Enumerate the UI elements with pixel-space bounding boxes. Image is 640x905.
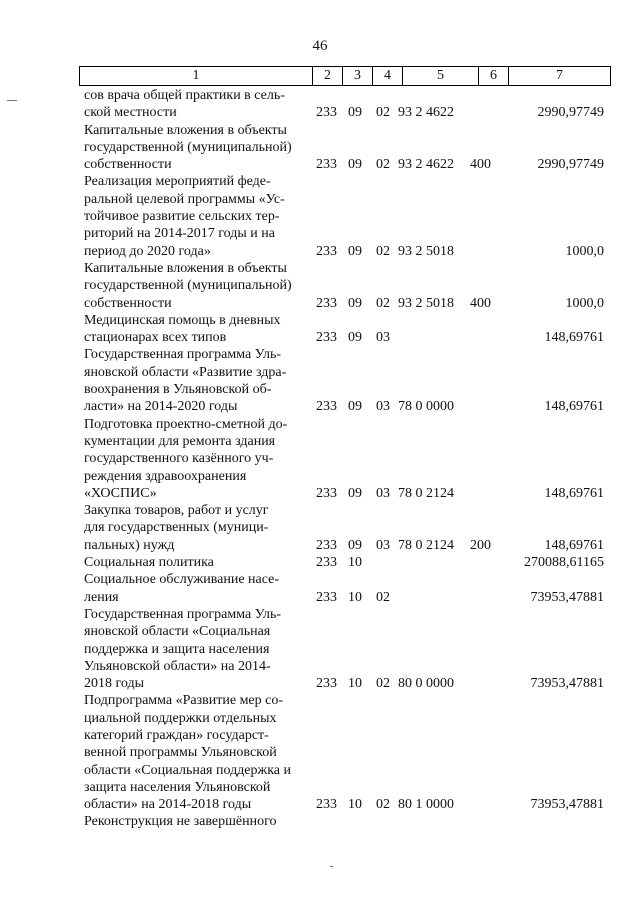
cell-c7: 148,69761 [544, 537, 604, 553]
cell-c4: 02 [376, 589, 390, 605]
description-line: собственности [84, 295, 172, 311]
table-row [84, 606, 604, 692]
description-line: Капитальные вложения в объекты [84, 122, 287, 138]
description-line: яновской области «Социальная [84, 624, 271, 640]
cell-c3: 09 [348, 399, 362, 415]
description-line: Государственная программа Уль- [84, 347, 282, 363]
row-description [84, 813, 307, 830]
row-description [84, 312, 307, 347]
cell-c6: 200 [470, 537, 491, 553]
cell-c4: 02 [376, 243, 390, 259]
table-row [84, 346, 604, 415]
description-line: Подпрограмма «Развитие мер со- [84, 693, 284, 709]
cell-c7: 2990,97749 [537, 157, 604, 173]
description-line: 2018 годы [84, 676, 145, 692]
header-cell-4: 4 [373, 67, 403, 85]
description-line: Закупка товаров, работ и услуг [84, 503, 269, 519]
description-line: Социальная политика [84, 555, 214, 571]
table-header [79, 66, 611, 86]
table-body [84, 87, 604, 831]
cell-c3: 10 [348, 797, 362, 813]
cell-c4: 02 [376, 295, 390, 311]
table-row [84, 571, 604, 606]
cell-c4: 03 [376, 399, 390, 415]
page-number: 46 [312, 38, 328, 54]
cell-c2: 233 [316, 555, 337, 571]
cell-c6: 400 [470, 157, 491, 173]
row-description [84, 692, 307, 813]
row-description [84, 554, 307, 571]
description-line: стационарах всех типов [84, 330, 227, 346]
cell-c4: 03 [376, 330, 390, 346]
description-line: Ульяновской области» на 2014- [84, 658, 271, 674]
description-line: государственной (муниципальной) [84, 278, 292, 294]
cell-c2: 233 [316, 295, 337, 311]
table-row [84, 122, 604, 174]
description-line: Капитальные вложения в объекты [84, 260, 287, 276]
description-line: государственного казённого уч- [84, 451, 274, 467]
description-line: Подготовка проектно-сметной до- [84, 416, 288, 432]
header-cell-1: 1 [80, 67, 313, 85]
cell-c4: 02 [376, 676, 390, 692]
description-line: Социальное обслуживание насе- [84, 572, 280, 588]
cell-c5: 93 2 4622 [398, 157, 454, 173]
row-description [84, 173, 307, 259]
cell-c2: 233 [316, 399, 337, 415]
cell-c5: 80 0 0000 [398, 676, 454, 692]
description-line: венной программы Ульяновской [84, 745, 277, 761]
cell-c3: 10 [348, 555, 362, 571]
cell-c2: 233 [316, 243, 337, 259]
row-description [84, 346, 307, 415]
description-line: области «Социальная поддержка и [84, 762, 291, 778]
row-description [84, 260, 307, 312]
row-description [84, 122, 307, 174]
table-row [84, 312, 604, 347]
cell-c2: 233 [316, 485, 337, 501]
cell-c2: 233 [316, 105, 337, 121]
row-description [84, 87, 307, 122]
cell-c7: 73953,47881 [530, 797, 604, 813]
cell-c3: 09 [348, 537, 362, 553]
table-row [84, 260, 604, 312]
cell-c5: 78 0 2124 [398, 485, 454, 501]
table-row [84, 416, 604, 502]
description-line: области» на 2014-2018 годы [84, 797, 252, 813]
cell-c7: 73953,47881 [530, 589, 604, 605]
header-cell-6: 6 [479, 67, 509, 85]
description-line: ральной целевой программы «Ус- [84, 191, 285, 207]
cell-c7: 148,69761 [544, 399, 604, 415]
description-line: «ХОСПИС» [84, 485, 157, 501]
cell-c2: 233 [316, 676, 337, 692]
header-cell-5: 5 [403, 67, 479, 85]
cell-c3: 09 [348, 157, 362, 173]
description-line: для государственных (муници- [84, 520, 269, 536]
description-line: риторий на 2014-2017 годы и на [84, 226, 275, 242]
row-description [84, 416, 307, 502]
cell-c3: 10 [348, 589, 362, 605]
description-line: государственной (муниципальной) [84, 139, 292, 155]
description-line: Реконструкция не завершённого [84, 814, 277, 830]
cell-c3: 09 [348, 485, 362, 501]
table-row [84, 692, 604, 813]
table-row [84, 87, 604, 122]
description-line: защита населения Ульяновской [84, 779, 271, 795]
cell-c7: 2990,97749 [537, 105, 604, 121]
description-line: собственности [84, 157, 172, 173]
cell-c7: 73953,47881 [530, 676, 604, 692]
description-line: Государственная программа Уль- [84, 606, 282, 622]
cell-c5: 93 2 5018 [398, 295, 454, 311]
cell-c3: 09 [348, 243, 362, 259]
cell-c3: 10 [348, 676, 362, 692]
table-row [84, 502, 604, 554]
description-line: сов врача общей практики в сель- [84, 88, 285, 103]
scan-mark [7, 100, 17, 101]
cell-c5: 78 0 0000 [398, 399, 454, 415]
row-description [84, 571, 307, 606]
cell-c5: 80 1 0000 [398, 797, 454, 813]
description-line: поддержка и защита населения [84, 641, 270, 657]
row-description [84, 502, 307, 554]
cell-c3: 09 [348, 330, 362, 346]
description-line: кументации для ремонта здания [84, 433, 276, 449]
description-line: яновской области «Развитие здра- [84, 364, 287, 380]
description-line: пальных) нужд [84, 537, 175, 553]
description-line: воохранения в Ульяновской об- [84, 382, 272, 398]
description-line: ления [84, 589, 119, 605]
cell-c5: 93 2 5018 [398, 243, 454, 259]
description-line: ской местности [84, 105, 177, 121]
description-line: реждения здравоохранения [84, 468, 247, 484]
table-row [84, 173, 604, 259]
cell-c7: 1000,0 [565, 295, 604, 311]
header-cell-2: 2 [313, 67, 343, 85]
cell-c2: 233 [316, 330, 337, 346]
row-description [84, 606, 307, 692]
cell-c7: 1000,0 [565, 243, 604, 259]
cell-c4: 02 [376, 105, 390, 121]
table-row [84, 813, 604, 830]
cell-c4: 03 [376, 537, 390, 553]
description-line: Медицинская помощь в дневных [84, 312, 281, 328]
cell-c4: 02 [376, 157, 390, 173]
description-line: циальной поддержки отдельных [84, 710, 277, 726]
description-line: период до 2020 года» [84, 243, 211, 259]
table-row [84, 554, 604, 571]
cell-c3: 09 [348, 105, 362, 121]
cell-c6: 400 [470, 295, 491, 311]
cell-c5: 93 2 4622 [398, 105, 454, 121]
cell-c4: 03 [376, 485, 390, 501]
cell-c7: 148,69761 [544, 485, 604, 501]
cell-c2: 233 [316, 157, 337, 173]
cell-c2: 233 [316, 537, 337, 553]
cell-c7: 148,69761 [544, 330, 604, 346]
cell-c2: 233 [316, 589, 337, 605]
cell-c7: 270088,61165 [524, 555, 604, 571]
cell-c5: 78 0 2124 [398, 537, 454, 553]
description-line: категорий граждан» государст- [84, 727, 269, 743]
description-line: Реализация мероприятий феде- [84, 174, 271, 190]
header-cell-7: 7 [556, 68, 563, 83]
cell-c4: 02 [376, 797, 390, 813]
header-cell-3: 3 [343, 67, 373, 85]
cell-c3: 09 [348, 295, 362, 311]
scan-mark [330, 866, 333, 867]
description-line: ласти» на 2014-2020 годы [84, 399, 238, 415]
cell-c2: 233 [316, 797, 337, 813]
description-line: тойчивое развитие сельских тер- [84, 209, 280, 225]
